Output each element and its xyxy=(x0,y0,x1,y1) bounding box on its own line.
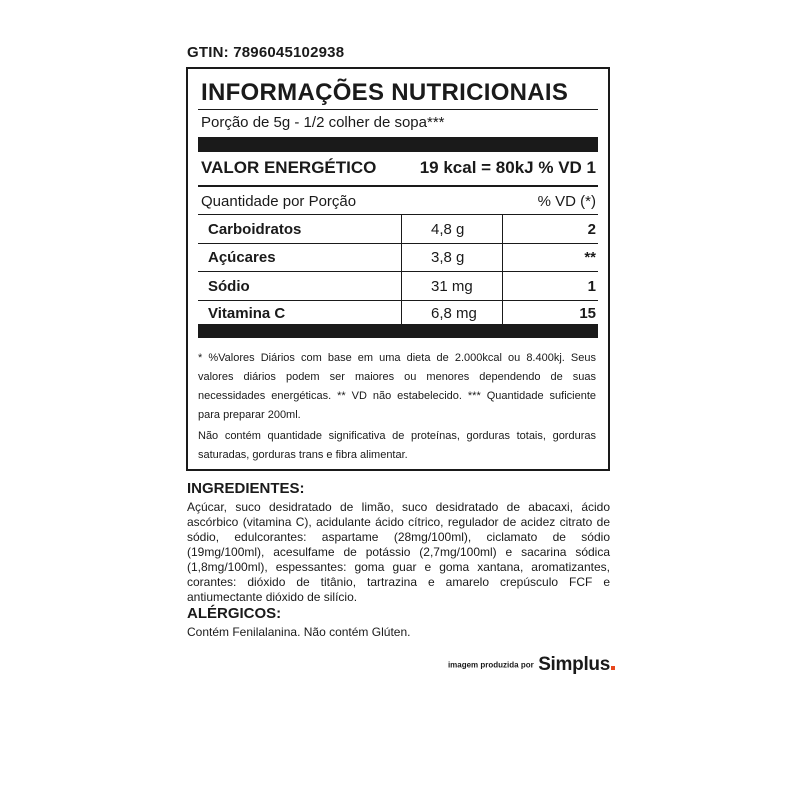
column-separator xyxy=(502,215,503,324)
nutrient-vd: 1 xyxy=(587,278,596,295)
nutrient-name: Vitamina C xyxy=(208,305,286,322)
column-vd-label: % VD (*) xyxy=(537,193,596,210)
nutrient-vd: ** xyxy=(584,249,596,266)
nutrient-amount: 31 mg xyxy=(431,278,473,295)
nutrition-facts-panel xyxy=(186,67,610,471)
allergens-title: ALÉRGICOS: xyxy=(187,605,282,622)
column-quantity-label: Quantidade por Porção xyxy=(201,193,357,210)
image-credit xyxy=(448,654,615,676)
credit-prefix: imagem produzida por xyxy=(447,660,534,670)
divider xyxy=(198,271,598,272)
divider xyxy=(198,300,598,301)
divider xyxy=(198,243,598,244)
logo-dot-icon xyxy=(611,666,615,670)
energy-value: 19 kcal = 80kJ % VD 1 xyxy=(419,158,596,177)
nutrition-footnotes xyxy=(198,349,596,465)
ingredients-title: INGREDIENTES: xyxy=(187,480,305,497)
allergens-text: Contém Fenilalanina. Não contém Glúten. xyxy=(187,625,411,639)
nutrient-row xyxy=(208,249,596,269)
nutrient-row xyxy=(208,305,596,325)
thick-divider xyxy=(198,137,598,152)
nutrient-amount: 4,8 g xyxy=(431,221,465,238)
nutrient-name: Carboidratos xyxy=(208,221,302,238)
footnote-not-significant: Não contém quantidade significativa de proteínas, gorduras totais, gorduras saturadas, gorduras trans e fibra alimentar. xyxy=(198,430,596,461)
energy-label: VALOR ENERGÉTICO xyxy=(201,158,377,177)
divider xyxy=(198,185,598,187)
nutrition-title: INFORMAÇÕES NUTRICIONAIS xyxy=(201,79,569,106)
nutrient-vd: 2 xyxy=(587,221,596,238)
gtin-code: GTIN: 7896045102938 xyxy=(187,44,345,61)
nutrient-amount: 3,8 g xyxy=(431,249,465,266)
divider xyxy=(198,109,598,110)
nutrient-name: Açúcares xyxy=(208,249,276,266)
nutrient-amount: 6,8 mg xyxy=(431,305,477,322)
column-header xyxy=(201,193,596,210)
portion-size: Porção de 5g - 1/2 colher de sopa*** xyxy=(201,114,445,131)
column-separator xyxy=(401,215,402,324)
divider xyxy=(198,214,598,215)
nutrient-name: Sódio xyxy=(208,278,250,295)
nutrient-row xyxy=(208,278,596,298)
thick-divider xyxy=(198,324,598,338)
nutrient-vd: 15 xyxy=(579,305,596,322)
footnote-daily-values: * %Valores Diários com base em uma dieta de 2.000kcal ou 8.400kj. Seus valores diários podem ser maiores ou menores dependendo de suas necessidades energéticas. ** VD não estabelecido. *** Quantidade suficiente para preparar 200ml. xyxy=(198,352,596,421)
ingredients-text: Açúcar, suco desidratado de limão, suco desidratado de abacaxi, ácido ascórbico (vitamina C), acidulante ácido cítrico, regulador de acidez citrato de sódio, edulcorantes: aspartame (28mg/100ml), ciclamato de sódio (19mg/100ml), acesulfame de potássio (2,7mg/100ml) e sacarina sódica (1,8mg/100ml), espessantes: goma guar e goma xantana, aromatizantes, corantes: dióxido de titânio, tartrazina e amarelo crepúsculo FCF e antiumectante dióxido de silício. xyxy=(187,500,610,604)
nutrient-row xyxy=(208,221,596,241)
simplus-logo: Simplus xyxy=(538,654,610,675)
energy-row xyxy=(201,158,596,180)
